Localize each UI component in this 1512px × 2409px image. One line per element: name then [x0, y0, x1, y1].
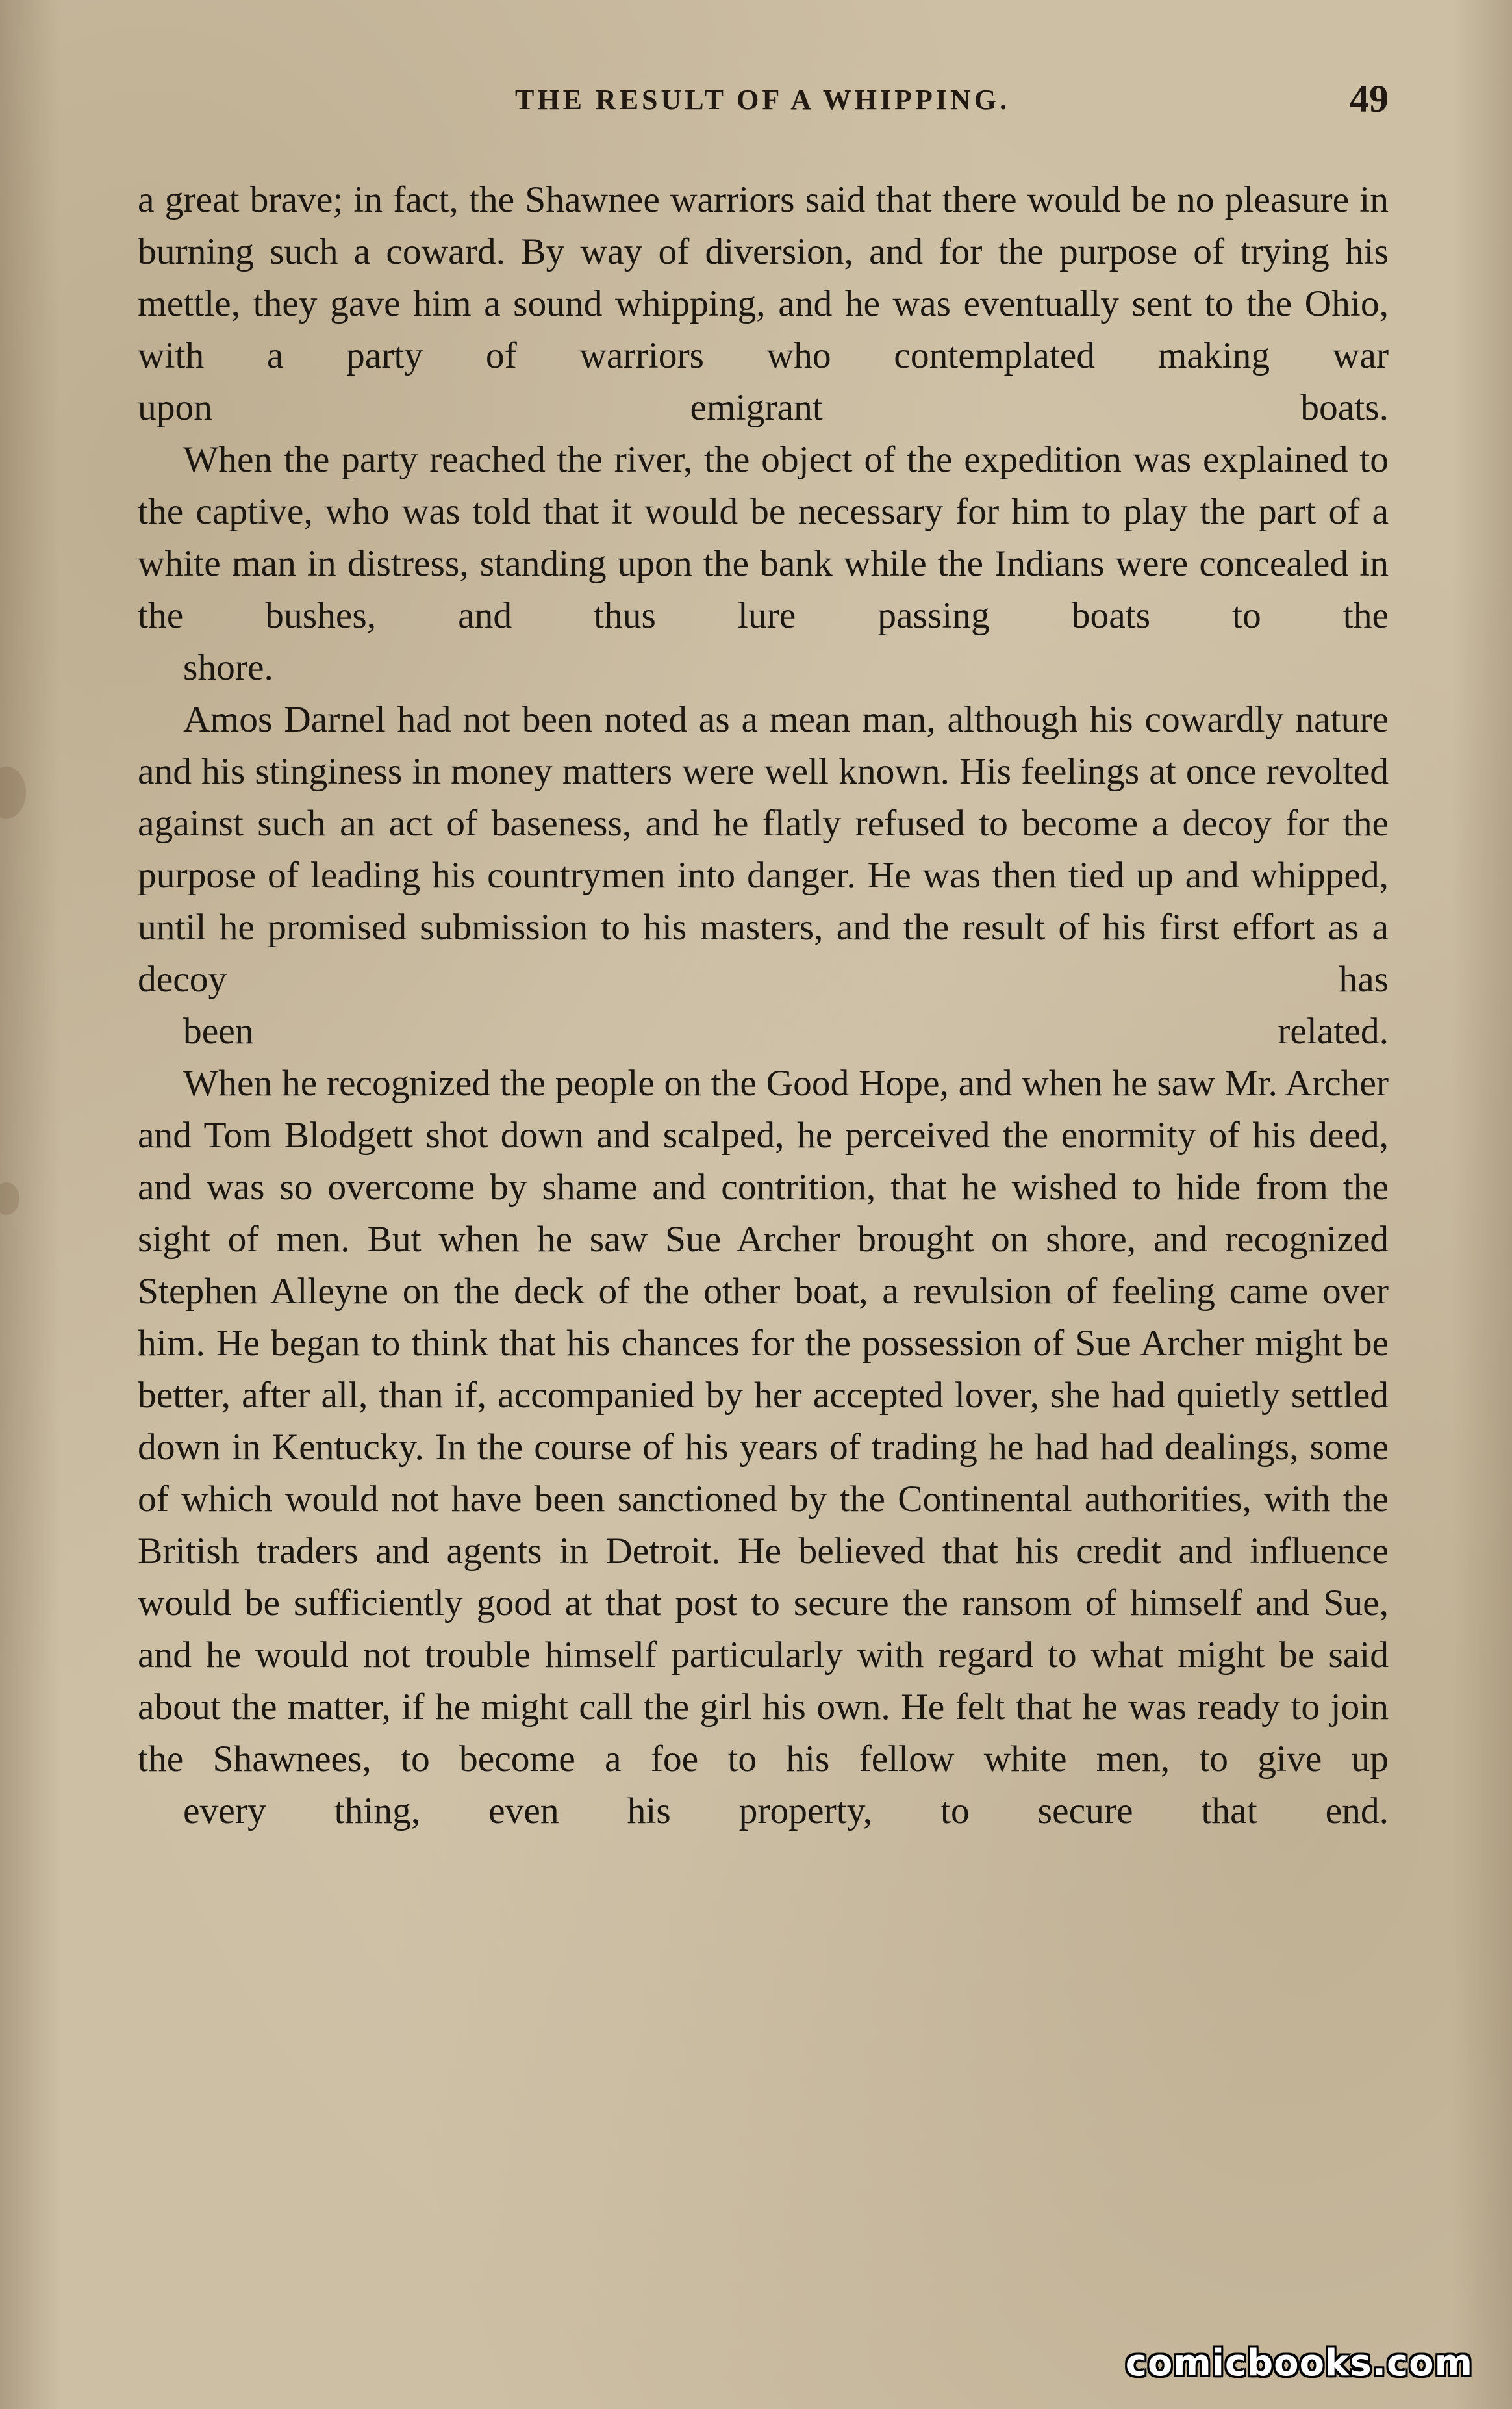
paragraph-4-last-line: every thing, even his property, to secure that end. [183, 1791, 1389, 1831]
paragraph-4-text: When he recognized the people on the Good Hope, and when he saw Mr. Archer and Tom Blodgett shot down and scalped, he perceived the enormity of his deed, and was so overcome by shame and contrition, that he wished to hide from the sight of men. But when he saw Sue Archer brought on shore, and recognized Stephen Alleyne on the deck of the other boat, a revulsion of feeling came over him. He began to think that his chances for the possession of Sue Archer might be better, after all, than if, accompanied by her accepted lover, she had quietly settled down in Kentucky. In the course of his years of trading he had had dealings, some of which would not have been sanctioned by the Continental authorities, with the British traders and agents in Detroit. He believed that his credit and influence would be sufficiently good at that post to secure the ransom of himself and Sue, and he would not trouble himself particularly with regard to what might be said about the matter, if he might call the girl his own. He felt that he was ready to join the Shawnees, to become a foe to his fellow white men, to give up [138, 1063, 1389, 1779]
stain-left-margin-lower [0, 1182, 19, 1215]
paragraph-1-text: a great brave; in fact, the Shawnee warriors said that there would be no pleasure in burning such a coward. By way of diversion, and for the purpose of trying his mettle, they gave him a sound whipping, and he was eventually sent to the Ohio, with a party of warriors who contemplated making war [138, 179, 1389, 376]
paragraph-2 [138, 434, 1389, 694]
page-number: 49 [1350, 77, 1389, 120]
paragraph-3-last-line: been related. [183, 1011, 1389, 1052]
running-title: THE RESULT OF A WHIPPING. [515, 84, 1010, 116]
watermark: comicbooks.com [1125, 2342, 1473, 2384]
running-head [136, 77, 1389, 122]
paragraph-1-last-line: upon emigrant boats. [138, 387, 1389, 428]
paragraph-2-text: When the party reached the river, the object of the expedition was explained to the captive, who was told that it would be necessary for him to play the part of a white man in distress, standing upon the bank while the Indians were concealed in the bushes, and thus lure passing boats to the [138, 439, 1389, 636]
paragraph-2-last-line: shore. [183, 647, 273, 688]
paragraph-4 [138, 1058, 1389, 1837]
paragraph-3 [138, 694, 1389, 1058]
stain-left-margin [0, 767, 26, 819]
paragraph-3-text: Amos Darnel had not been noted as a mean man, although his cowardly nature and his stinginess in money matters were well known. His feelings at once revolted against such an act of baseness, and he flatly refused to become a decoy for the purpose of leading his countrymen into danger. He was then tied up and whipped, until he promised submission to his masters, and the result of his first effort as a decoy has [138, 699, 1389, 1000]
body-text [138, 174, 1389, 1837]
paragraph-1 [138, 174, 1389, 434]
